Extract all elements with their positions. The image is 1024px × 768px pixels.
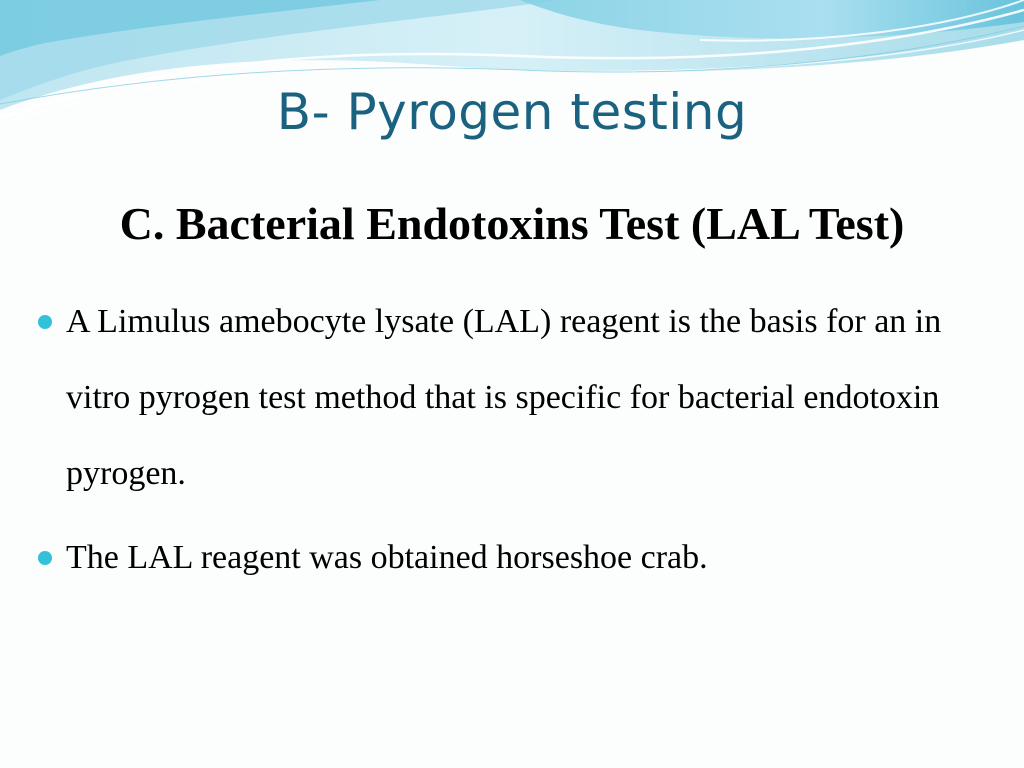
bullet-text: The LAL reagent was obtained horseshoe crab. <box>66 539 708 576</box>
bullet-list <box>0 284 1024 596</box>
slide-title: B- Pyrogen testing <box>276 83 748 141</box>
bullet-dot-icon <box>38 315 52 329</box>
slide-subtitle: C. Bacterial Endotoxins Test (LAL Test) <box>119 198 905 249</box>
bullet-dot-icon <box>38 551 52 565</box>
bullet-item <box>0 284 1024 512</box>
bullet-item <box>0 520 1024 596</box>
bullet-text: A Limulus amebocyte lysate (LAL) reagent is the basis for an in vitro pyrogen test method that is specific for bacterial endotoxin pyrogen. <box>66 303 942 492</box>
